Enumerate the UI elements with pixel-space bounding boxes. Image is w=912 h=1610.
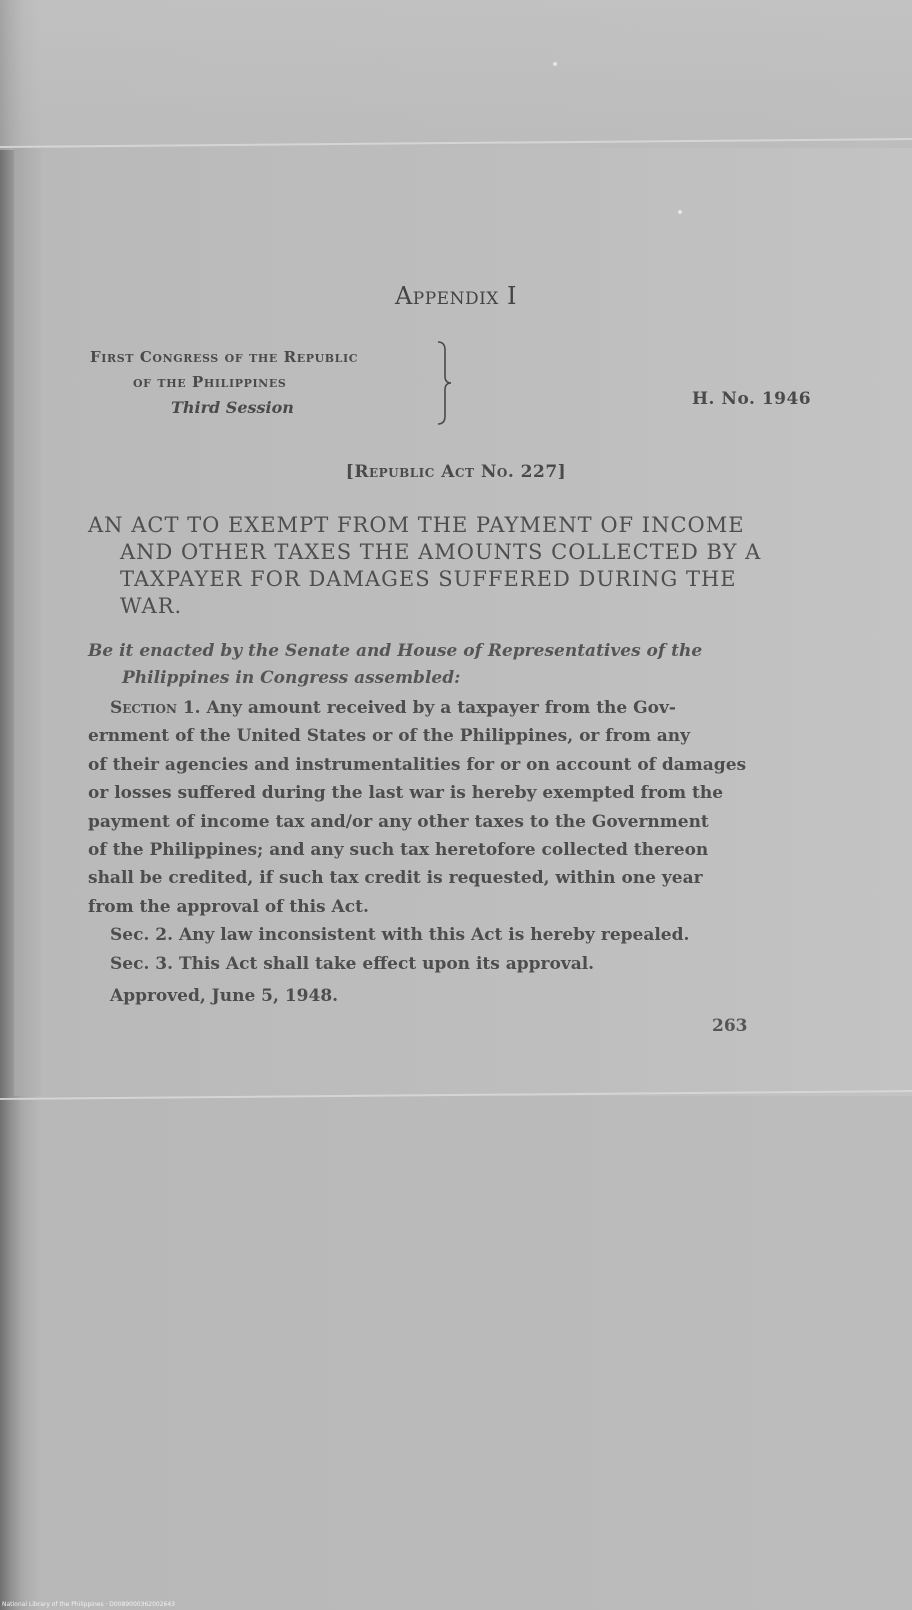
- act-title: [88, 512, 828, 620]
- section-1-line: or losses suffered during the last war is hereby exempted from the: [88, 783, 724, 804]
- section-1-line: from the approval of this Act.: [88, 896, 369, 917]
- republic-act-number: [Republic Act No. 227]: [345, 462, 567, 482]
- section-1-line: ernment of the United States or of the Philippines, or from any: [88, 726, 691, 747]
- enacting-clause-line: Philippines in Congress assembled:: [122, 668, 461, 688]
- section-2: Sec. 2. Any law inconsistent with this Act is hereby repealed.: [110, 925, 690, 946]
- section-1-line: shall be credited, if such tax credit is requested, within one year: [88, 868, 703, 889]
- curly-brace-icon: [436, 340, 452, 426]
- congress-line-1: First Congress of the Republic: [90, 348, 359, 366]
- section-1-line: payment of income tax and/or any other taxes to the Government: [88, 811, 709, 832]
- section-1-label: Section 1.: [110, 698, 201, 718]
- footer-credit: National Library of the Philippines · D0089000362002643: [2, 1601, 175, 1608]
- dust-speck: [553, 62, 557, 66]
- section-3: Sec. 3. This Act shall take effect upon its approval.: [110, 953, 595, 974]
- page-number: 263: [712, 1016, 748, 1036]
- enacting-clause: [88, 638, 828, 692]
- congress-block: [90, 345, 450, 420]
- enacting-clause-line: Be it enacted by the Senate and House of Representatives of the: [88, 641, 703, 661]
- dust-speck: [678, 210, 682, 214]
- session-line: Third Session: [171, 398, 294, 417]
- act-title-line: TAXPAYER FOR DAMAGES SUFFERED DURING THE: [120, 567, 737, 591]
- act-title-line: WAR.: [120, 594, 183, 618]
- section-1-first-line: [88, 694, 828, 722]
- congress-line-2: of the Philippines: [133, 373, 287, 391]
- appendix-heading: Appendix I: [394, 282, 518, 310]
- section-1-text: Any amount received by a taxpayer from the Gov-: [200, 698, 676, 718]
- act-title-line: AND OTHER TAXES THE AMOUNTS COLLECTED BY A: [120, 540, 762, 564]
- section-1-line: of the Philippines; and any such tax heretofore collected thereon: [88, 840, 709, 861]
- section-1-line: of their agencies and instrumentalities for or on account of damages: [88, 754, 747, 775]
- house-bill-number: H. No. 1946: [692, 389, 812, 409]
- approval-date: Approved, June 5, 1948.: [110, 986, 339, 1007]
- scan-top-shade: [0, 0, 912, 150]
- act-body: [88, 694, 828, 1010]
- act-title-line: AN ACT TO EXEMPT FROM THE PAYMENT OF INCOME: [88, 513, 745, 537]
